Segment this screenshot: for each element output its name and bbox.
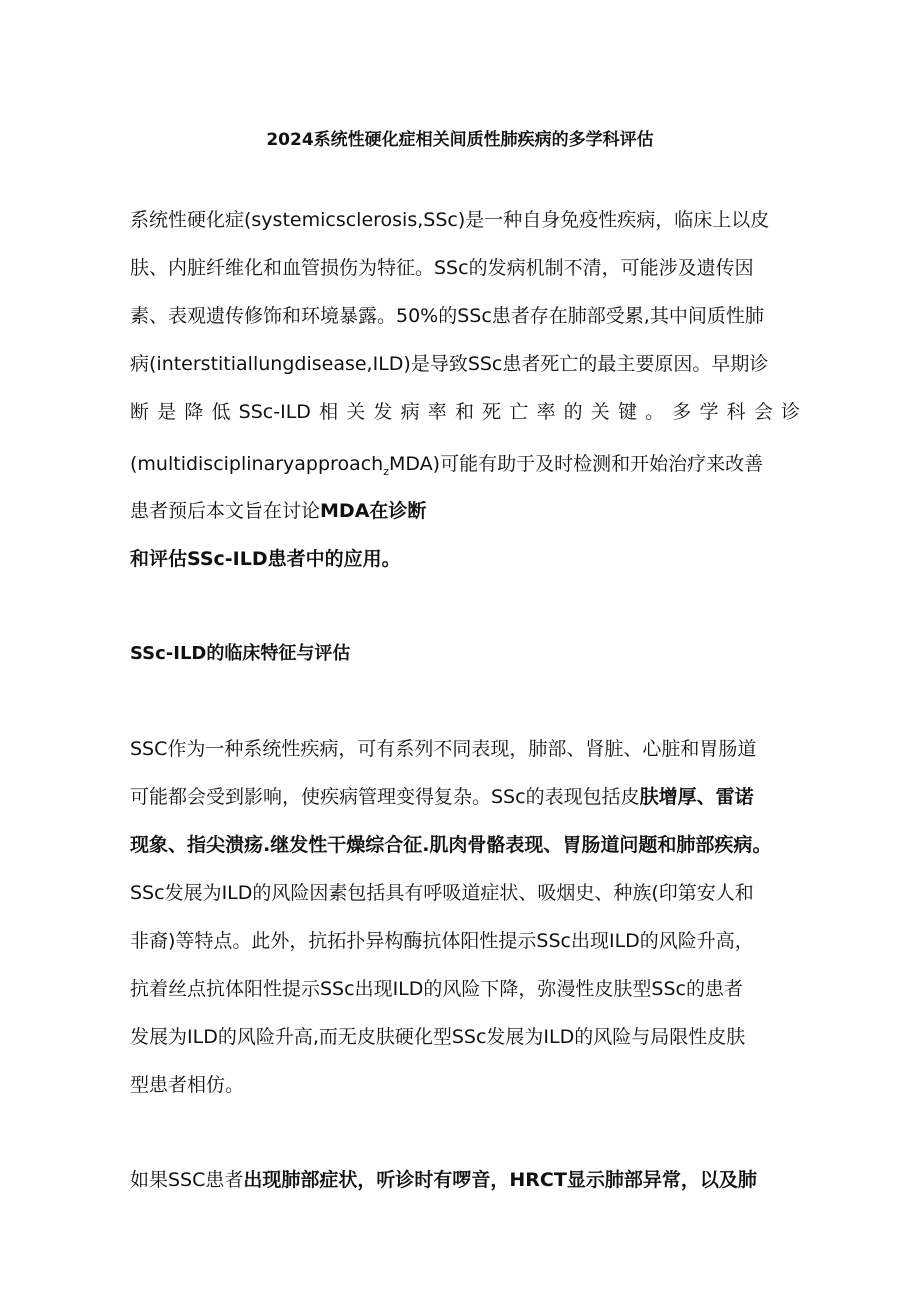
section-p1-line-2-bold: 肤增厚、雷诺 — [639, 786, 754, 808]
section-heading: SSc-ILD的临床特征与评估 — [130, 643, 351, 664]
intro-line-6-part-b: MDA)可能有助于及时检测和开始治疗来改善 — [389, 453, 764, 475]
intro-line-7 — [130, 498, 800, 524]
section-p1-line-8: 型患者相仿。 — [130, 1074, 245, 1096]
intro-line-6-subscript: z — [383, 464, 389, 478]
section-p1-line-2-part-a: 可能都会受到影响，使疾病管理变得复杂。SSc的表现包括皮 — [130, 786, 640, 808]
section-p1-line-4: SSc发展为ILD的风险因素包括具有呼吸道症状、吸烟史、种族(印第安人和 — [130, 882, 754, 904]
section-p1-line-6: 抗着丝点抗体阳性提示SSc出现ILD的风险下降，弥漫性皮肤型SSc的患者 — [130, 978, 743, 1000]
document-title: 2024系统性硬化症相关间质性肺疾病的多学科评估 — [266, 130, 654, 150]
section-p2-line-1 — [130, 1167, 800, 1193]
section-p1-line-1: SSC作为一种系统性疾病，可有系列不同表现，肺部、肾脏、心脏和胃肠道 — [130, 738, 757, 760]
section-p1-line-5: 非裔)等特点。此外，抗拓扑异构酶抗体阳性提示SSc出现ILD的风险升高， — [130, 930, 754, 952]
intro-line-8: 和评估SSc-ILD患者中的应用。 — [130, 548, 401, 570]
intro-line-3: 素、表观遗传修饰和环境暴露。50%的SSc患者存在肺部受累,其中间质性肺 — [130, 305, 764, 327]
section-p2-line-1-bold: 出现肺部症状，听诊时有啰音，HRCT显示肺部异常，以及肺 — [243, 1169, 757, 1191]
intro-line-7-part-a: 患者预后本文旨在讨论 — [130, 500, 321, 522]
intro-line-6-part-a: (multidisciplinaryapproach — [130, 453, 384, 475]
section-p2-line-1-part-a: 如果SSC患者 — [130, 1169, 244, 1191]
intro-line-1: 系统性硬化症(systemicsclerosis,SSc)是一种自身免疫性疾病，临床上以皮 — [130, 209, 770, 231]
intro-line-6 — [130, 451, 800, 485]
intro-line-7-bold: MDA在诊断 — [320, 500, 427, 522]
intro-line-5: 断是降低SSc-ILD相关发病率和死亡率的关键。多学科会诊 — [130, 401, 800, 423]
section-p1-line-7: 发展为ILD的风险升高,而无皮肤硬化型SSc发展为ILD的风险与局限性皮肤 — [130, 1026, 746, 1048]
intro-line-4: 病(interstitiallungdisease,ILD)是导致SSc患者死亡的最主要原因。早期诊 — [130, 353, 769, 375]
section-p1-line-2 — [130, 784, 800, 810]
intro-line-2: 肤、内脏纤维化和血管损伤为特征。SSc的发病机制不清，可能涉及遗传因 — [130, 257, 754, 279]
section-p1-line-3: 现象、指尖溃疡.继发性干燥综合征.肌肉骨骼表现、胃肠道问题和肺部疾病。 — [130, 834, 772, 856]
